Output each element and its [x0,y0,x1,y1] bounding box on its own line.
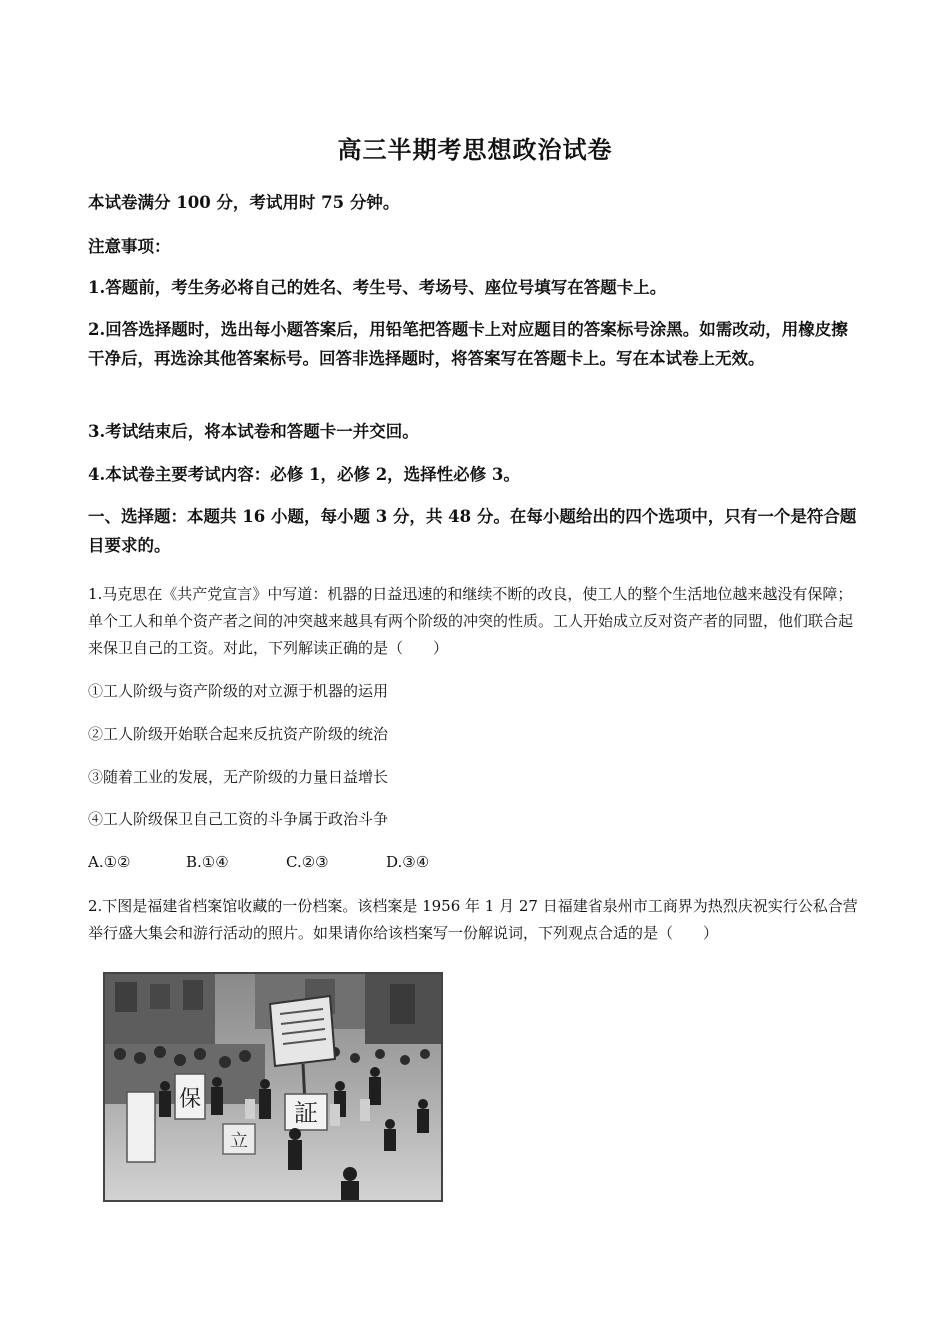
photo-sign-text: 立 [230,1131,248,1152]
section-heading: 一、选择题：本题共 16 小题，每小题 3 分，共 48 分。在每小题给出的四个选项中，只有一个是符合题目要求的。 [88,507,857,555]
photo-sign-text: 保 [178,1087,202,1112]
question-1-options [88,850,429,874]
archive-photo [103,972,443,1202]
question-1-statement: ①工人阶级与资产阶级的对立源于机器的运用 [88,682,389,700]
option-c: C.②③ [286,853,329,871]
question-2-stem: 2.下图是福建省档案馆收藏的一份档案。该档案是 1956 年 1 月 27 日福建省泉州市工商界为热烈庆祝实行公私合营举行盛大集会和游行活动的照片。如果请你给该档案写一份解说词，下列观点合适的是（ ） [88,897,858,942]
question-1-statement: ④工人阶级保卫自己工资的斗争属于政治斗争 [88,810,389,828]
parade-photo-graphic [105,974,441,1200]
notice-item: 4.本试卷主要考试内容：必修 1，必修 2，选择性必修 3。 [88,465,520,484]
question-1-stem: 1.马克思在《共产党宣言》中写道：机器的日益迅速的和继续不断的改良，使工人的整个生活地位越来越没有保障；单个工人和单个资产者之间的冲突越来越具有两个阶级的冲突的性质。工人开始成立反对资产者的同盟，他们联合起来保卫自己的工资。对此，下列解读正确的是（ ） [88,585,854,657]
notice-heading: 注意事项： [88,237,171,256]
notice-item: 3.考试结束后，将本试卷和答题卡一并交回。 [88,422,419,441]
page-title: 高三半期考思想政治试卷 [337,135,613,164]
photo-sign-text: 証 [294,1099,318,1127]
notice-item: 1.答题前，考生务必将自己的姓名、考生号、考场号、座位号填写在答题卡上。 [88,278,667,297]
question-1-statement: ②工人阶级开始联合起来反抗资产阶级的统治 [88,725,389,743]
notice-item: 2.回答选择题时，选出每小题答案后，用铅笔把答题卡上对应题目的答案标号涂黑。如需改动，用橡皮擦干净后，再选涂其他答案标号。回答非选择题时，将答案写在答题卡上。写在本试卷上无效。 [88,320,848,368]
question-1-statement: ③随着工业的发展，无产阶级的力量日益增长 [88,768,389,786]
option-a: A.①② [88,853,131,871]
exam-intro: 本试卷满分 100 分，考试用时 75 分钟。 [88,193,400,212]
option-d: D.③④ [386,853,430,871]
option-b: B.①④ [186,853,229,871]
